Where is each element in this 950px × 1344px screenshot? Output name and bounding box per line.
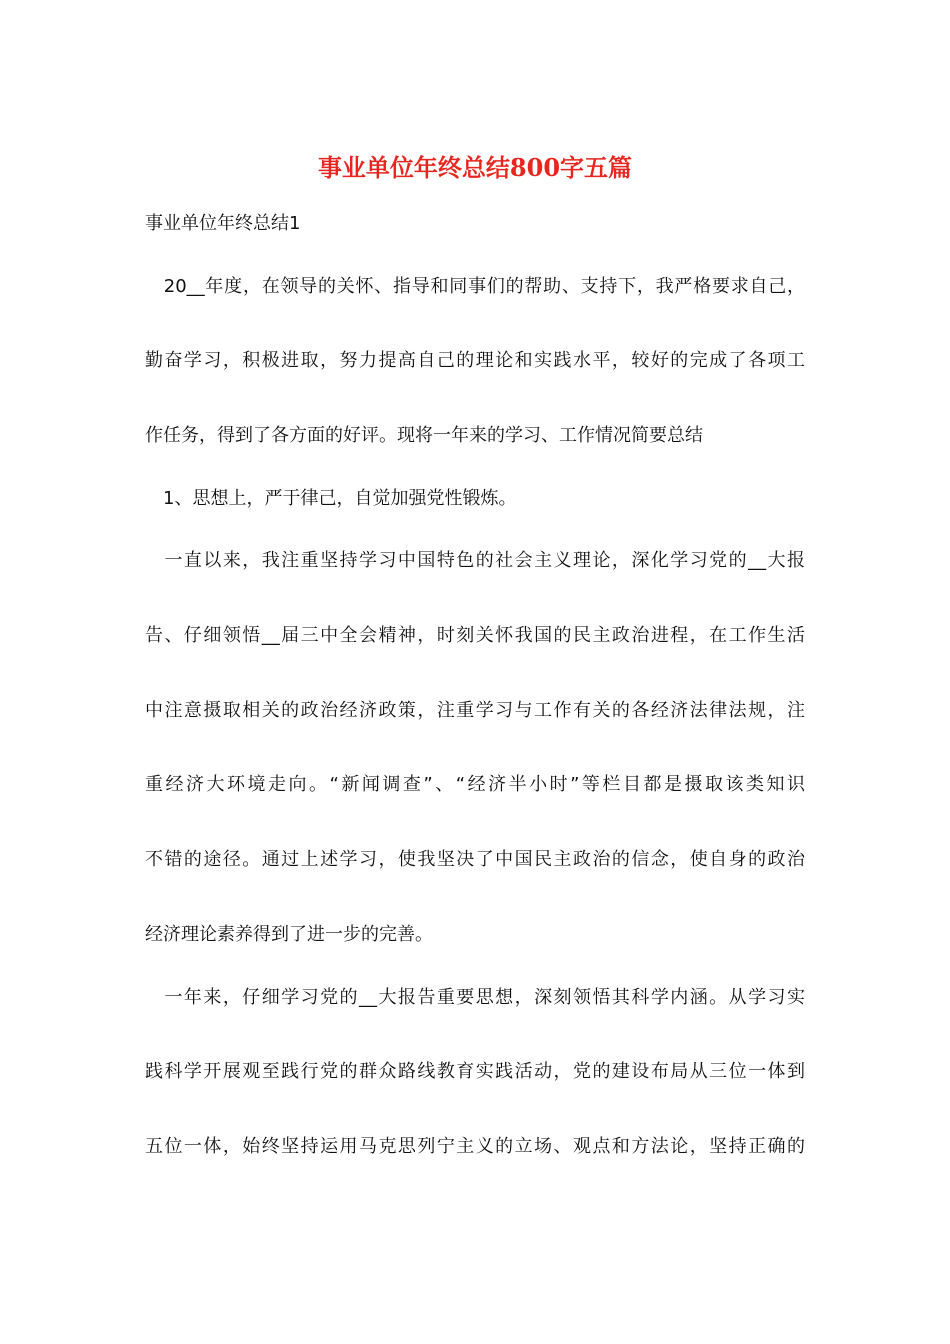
body-line: 五位一体，始终坚持运用马克思列宁主义的立场、观点和方法论，坚持正确的: [145, 1136, 805, 1157]
body-line: 一年来，仔细学习党的__大报告重要思想，深刻领悟其科学内涵。从学习实: [145, 987, 805, 1008]
document-title: 事业单位年终总结800字五篇: [317, 153, 633, 182]
body-line: 重经济大环境走向。“新闻调查”、“经济半小时”等栏目都是摄取该类知识: [145, 774, 805, 795]
body-line: 告、仔细领悟__届三中全会精神，时刻关怀我国的民主政治进程，在工作生活: [145, 625, 805, 646]
body-line: 不错的途径。通过上述学习，使我坚决了中国民主政治的信念，使自身的政治: [145, 849, 805, 870]
body-line: 践科学开展观至践行党的群众路线教育实践活动，党的建设布局从三位一体到: [145, 1061, 805, 1082]
body-line: 经济理论素养得到了进一步的完善。: [145, 924, 433, 945]
body-line: 勤奋学习，积极进取，努力提高自己的理论和实践水平，较好的完成了各项工: [145, 350, 805, 371]
body-line: 中注意摄取相关的政治经济政策，注重学习与工作有关的各经济法律法规，注: [145, 700, 805, 721]
list-heading: 1、思想上，严于律己，自觉加强党性锻炼。: [145, 488, 517, 509]
section-heading: 事业单位年终总结1: [145, 213, 301, 234]
body-line: 一直以来，我注重坚持学习中国特色的社会主义理论，深化学习党的__大报: [145, 550, 805, 571]
body-line: 作任务，得到了各方面的好评。现将一年来的学习、工作情况简要总结: [145, 425, 703, 446]
body-line: 20__年度，在领导的关怀、指导和同事们的帮助、支持下，我严格要求自己，: [145, 276, 805, 297]
